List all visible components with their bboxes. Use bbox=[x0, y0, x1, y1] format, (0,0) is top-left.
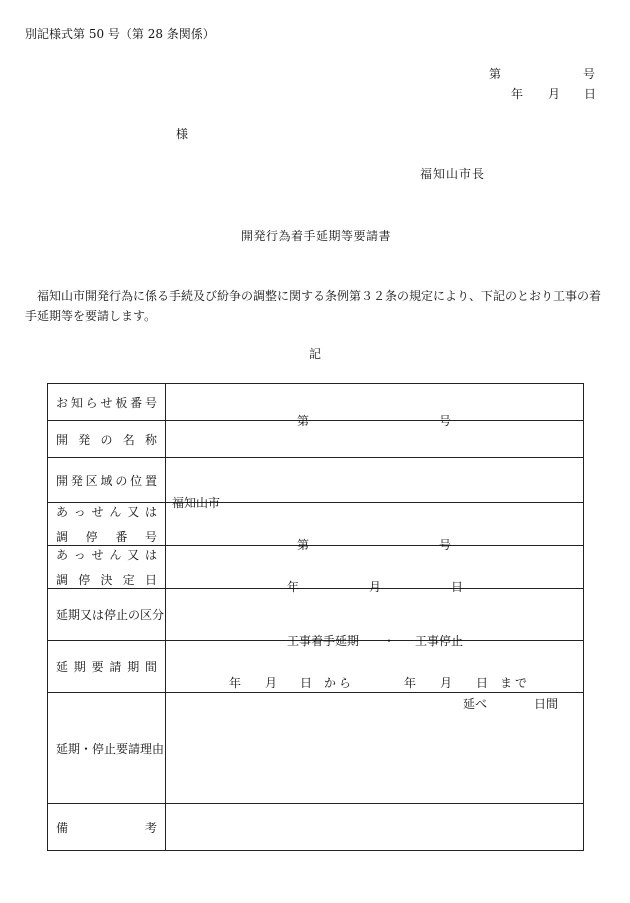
request-form-table bbox=[47, 383, 584, 851]
row-label-postpone-period: 延 期 要 請 期 間 bbox=[48, 641, 166, 693]
table-row bbox=[48, 589, 584, 641]
table-row bbox=[48, 421, 584, 458]
form-reference: 別記様式第 50 号（第 28 条関係） bbox=[25, 27, 215, 41]
number-suffix: 号 bbox=[583, 67, 596, 81]
row-label-mediation-decision-date: あ っ せ ん 又 は 調 停 決 定 日 bbox=[48, 546, 166, 589]
document-title: 開発行為着手延期等要請書 bbox=[241, 229, 392, 243]
body-text-line1: 福知山市開発行為に係る手続及び紛争の調整に関する条例第３２条の規定により、下記のとおり工事の着 bbox=[37, 289, 602, 303]
table-row bbox=[48, 693, 584, 804]
addressee-suffix: 様 bbox=[176, 127, 189, 141]
table-row bbox=[48, 384, 584, 421]
development-name-field[interactable] bbox=[166, 421, 584, 458]
row-label-notice-board-number: お 知 ら せ 板 番 号 bbox=[48, 384, 166, 421]
option-stop[interactable]: 工事停止 bbox=[415, 633, 464, 648]
remarks-field[interactable] bbox=[166, 804, 584, 851]
mediation-decision-date-field[interactable]: 年 月 日 bbox=[166, 546, 584, 589]
row-label-development-location: 開 発 区 域 の 位 置 bbox=[48, 458, 166, 503]
row-label-development-name: 開 発 の 名 称 bbox=[48, 421, 166, 458]
date-year-label: 年 bbox=[511, 87, 524, 101]
table-row bbox=[48, 503, 584, 546]
row-label-postpone-reason: 延期・停止要請理由 bbox=[48, 693, 166, 804]
development-location-field[interactable]: 福知山市 bbox=[166, 458, 584, 503]
ki-label: 記 bbox=[309, 347, 322, 361]
postpone-reason-field[interactable] bbox=[166, 693, 584, 804]
date-day-label: 日 bbox=[584, 87, 597, 101]
row-label-postpone-or-stop: 延期又は停止の区分 bbox=[48, 589, 166, 641]
row-label-mediation-number: あ っ せ ん 又 は 調 停 番 号 bbox=[48, 503, 166, 546]
table-row bbox=[48, 804, 584, 851]
row-label-remarks: 備 考 bbox=[48, 804, 166, 851]
table-row bbox=[48, 546, 584, 589]
body-text-line2: 手延期等を要請します。 bbox=[25, 309, 157, 323]
postpone-or-stop-field[interactable]: 工事着手延期 ・ 工事停止 bbox=[166, 589, 584, 641]
number-prefix: 第 bbox=[489, 67, 502, 81]
table-row bbox=[48, 458, 584, 503]
sender-name: 福知山市長 bbox=[420, 167, 486, 181]
postpone-period-field[interactable]: 年 月 日 から 年 月 日 まで 延べ 日間 bbox=[166, 641, 584, 693]
mediation-number-field[interactable]: 第 号 bbox=[166, 503, 584, 546]
option-postpone[interactable]: 工事着手延期 bbox=[287, 633, 360, 648]
table-row bbox=[48, 641, 584, 693]
notice-board-number-field[interactable]: 第 号 bbox=[166, 384, 584, 421]
date-month-label: 月 bbox=[548, 87, 561, 101]
